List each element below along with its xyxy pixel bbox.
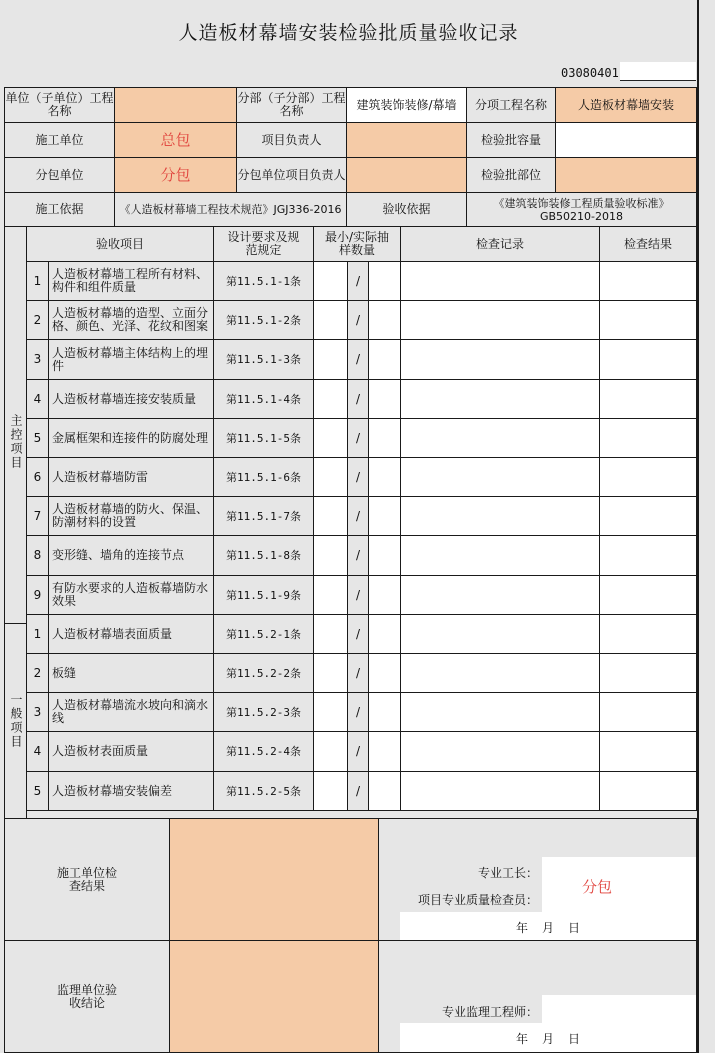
basis-value: 《人造板材幕墙工程技术规范》JGJ336-2016 [114, 192, 347, 227]
item-text: 人造板材幕墙主体结构上的埋件 [48, 339, 214, 380]
item-result[interactable] [599, 731, 697, 772]
item-actual-sample[interactable] [368, 653, 401, 693]
contractor-check-label [4, 818, 170, 941]
item-sample: / [347, 418, 369, 458]
item-result[interactable] [599, 418, 697, 458]
contractor-date: 年 月 日 [516, 921, 582, 935]
sub-manager-value[interactable] [346, 157, 467, 193]
item-number: 5 [26, 771, 49, 811]
item-text: 人造板材幕墙连接安装质量 [48, 379, 214, 419]
item-min-sample[interactable] [313, 535, 348, 576]
qc-label: 项目专业质量检查员： [417, 893, 538, 907]
item-result[interactable] [599, 300, 697, 340]
form-title: 人造板材幕墙安装检验批质量验收记录 [178, 22, 519, 44]
item-min-sample[interactable] [313, 457, 348, 497]
item-result[interactable] [599, 496, 697, 536]
item-actual-sample[interactable] [368, 535, 401, 576]
sub-manager-label: 分包单位项目负责人 [236, 157, 347, 193]
item-sample: / [347, 692, 369, 732]
item-sample: / [347, 653, 369, 693]
item-min-sample[interactable] [313, 653, 348, 693]
item-text: 板缝 [48, 653, 214, 693]
item-actual-sample[interactable] [368, 457, 401, 497]
main-items-category [4, 261, 27, 624]
item-sample: / [347, 496, 369, 536]
item-record[interactable] [400, 771, 600, 811]
general-items-category [4, 623, 27, 819]
item-requirement: 第11.5.1-3条 [213, 339, 314, 380]
item-min-sample[interactable] [313, 379, 348, 419]
item-requirement: 第11.5.1-2条 [213, 300, 314, 340]
item-actual-sample[interactable] [368, 731, 401, 772]
item-result[interactable] [599, 575, 697, 615]
item-text: 人造板材幕墙的防火、保温、防潮材料的设置 [48, 496, 214, 536]
item-number: 1 [26, 614, 49, 654]
item-sample: / [347, 575, 369, 615]
contractor-check-label-text: 施工单位检查结果 [57, 865, 118, 893]
item-min-sample[interactable] [313, 339, 348, 380]
item-result[interactable] [599, 457, 697, 497]
general-items-label: 一般项目 [9, 693, 23, 749]
supervisor-label [4, 940, 170, 1053]
item-sample: / [347, 771, 369, 811]
item-min-sample[interactable] [313, 418, 348, 458]
item-min-sample[interactable] [313, 771, 348, 811]
item-actual-sample[interactable] [368, 692, 401, 732]
item-actual-sample[interactable] [368, 771, 401, 811]
capacity-label: 检验批容量 [466, 122, 556, 158]
acceptance-basis-label: 验收依据 [346, 192, 467, 227]
item-requirement: 第11.5.1-8条 [213, 535, 314, 576]
contractor-check-area[interactable] [169, 818, 379, 941]
subcontractor-value[interactable]: 分包 [114, 157, 237, 193]
item-record[interactable] [400, 653, 600, 693]
column-result: 检查结果 [599, 226, 697, 262]
right-edge-line [697, 0, 699, 1053]
item-actual-sample[interactable] [368, 575, 401, 615]
item-requirement: 第11.5.1-1条 [213, 261, 314, 301]
item-actual-sample[interactable] [368, 614, 401, 654]
division-value[interactable]: 建筑装饰装修/幕墙 [346, 87, 467, 123]
item-number: 3 [26, 692, 49, 732]
item-text: 人造板材幕墙工程所有材料、构件和组件质量 [48, 261, 214, 301]
item-text: 人造板材幕墙的造型、立面分格、颜色、光泽、花纹和图案 [48, 300, 214, 340]
item-requirement: 第11.5.2-2条 [213, 653, 314, 693]
basis-label: 施工依据 [4, 192, 115, 227]
item-text: 有防水要求的人造板幕墙防水效果 [48, 575, 214, 615]
foreman-value: 分包 [582, 878, 613, 896]
code-input-box[interactable] [620, 62, 696, 81]
item-text: 人造板材幕墙防雷 [48, 457, 214, 497]
item-actual-sample[interactable] [368, 379, 401, 419]
item-min-sample[interactable] [313, 614, 348, 654]
item-number: 5 [26, 418, 49, 458]
item-sample: / [347, 379, 369, 419]
item-min-sample[interactable] [313, 261, 348, 301]
item-text: 人造板材幕墙安装偏差 [48, 771, 214, 811]
item-requirement: 第11.5.1-4条 [213, 379, 314, 419]
item-actual-sample[interactable] [368, 300, 401, 340]
item-actual-sample[interactable] [368, 418, 401, 458]
location-value[interactable] [555, 157, 697, 193]
acceptance-basis-value: 《建筑装饰装修工程质量验收标准》GB50210-2018 [466, 192, 697, 227]
location-label: 检验批部位 [466, 157, 556, 193]
form-code: 03080401 [561, 66, 619, 80]
item-record[interactable] [400, 535, 600, 576]
item-requirement: 第11.5.2-3条 [213, 692, 314, 732]
item-requirement: 第11.5.1-9条 [213, 575, 314, 615]
subitem-value[interactable]: 人造板材幕墙安装 [555, 87, 697, 123]
supervisor-label-text: 监理单位验收结论 [57, 982, 118, 1010]
engineer-label: 专业监理工程师： [441, 1005, 538, 1019]
item-record[interactable] [400, 692, 600, 732]
item-result[interactable] [599, 653, 697, 693]
item-record[interactable] [400, 339, 600, 380]
item-record[interactable] [400, 496, 600, 536]
item-record[interactable] [400, 261, 600, 301]
item-actual-sample[interactable] [368, 339, 401, 380]
column-requirement: 设计要求及规范规定 [213, 226, 314, 262]
column-record: 检查记录 [400, 226, 600, 262]
column-item: 验收项目 [26, 226, 214, 262]
item-result[interactable] [599, 614, 697, 654]
main-items-label: 主控项目 [9, 414, 23, 470]
division-label: 分部（子分部）工程名称 [236, 87, 347, 123]
column-sample: 最小/实际抽样数量 [313, 226, 401, 262]
item-min-sample[interactable] [313, 731, 348, 772]
project-manager-value[interactable] [346, 122, 467, 158]
item-number: 4 [26, 731, 49, 772]
item-number: 2 [26, 653, 49, 693]
contractor-value[interactable]: 总包 [114, 122, 237, 158]
item-text: 变形缝、墙角的连接节点 [48, 535, 214, 576]
item-sample: / [347, 535, 369, 576]
supervisor-conclusion-area[interactable] [169, 940, 379, 1053]
item-sample: / [347, 261, 369, 301]
item-requirement: 第11.5.2-1条 [213, 614, 314, 654]
item-actual-sample[interactable] [368, 496, 401, 536]
item-result[interactable] [599, 771, 697, 811]
item-requirement: 第11.5.2-5条 [213, 771, 314, 811]
item-requirement: 第11.5.1-5条 [213, 418, 314, 458]
item-sample: / [347, 614, 369, 654]
supervisor-date: 年 月 日 [516, 1032, 582, 1046]
item-sample: / [347, 339, 369, 380]
item-text: 人造板材表面质量 [48, 731, 214, 772]
item-result[interactable] [599, 535, 697, 576]
item-record[interactable] [400, 614, 600, 654]
item-number: 8 [26, 535, 49, 576]
item-requirement: 第11.5.1-6条 [213, 457, 314, 497]
item-record[interactable] [400, 379, 600, 419]
item-record[interactable] [400, 575, 600, 615]
item-number: 6 [26, 457, 49, 497]
item-sample: / [347, 300, 369, 340]
foreman-label: 专业工长： [477, 866, 538, 880]
item-result[interactable] [599, 692, 697, 732]
item-requirement: 第11.5.1-7条 [213, 496, 314, 536]
item-text: 人造板材幕墙表面质量 [48, 614, 214, 654]
subitem-label: 分项工程名称 [466, 87, 556, 123]
item-sample: / [347, 731, 369, 772]
item-number: 2 [26, 300, 49, 340]
item-number: 9 [26, 575, 49, 615]
contractor-label: 施工单位 [4, 122, 115, 158]
item-text: 金属框架和连接件的防腐处理 [48, 418, 214, 458]
capacity-value[interactable] [555, 122, 697, 158]
unit-project-value[interactable] [114, 87, 237, 123]
item-number: 7 [26, 496, 49, 536]
subcontractor-label: 分包单位 [4, 157, 115, 193]
item-result[interactable] [599, 379, 697, 419]
item-record[interactable] [400, 418, 600, 458]
item-number: 4 [26, 379, 49, 419]
item-number: 1 [26, 261, 49, 301]
item-min-sample[interactable] [313, 692, 348, 732]
item-result[interactable] [599, 339, 697, 380]
item-number: 3 [26, 339, 49, 380]
item-min-sample[interactable] [313, 575, 348, 615]
item-requirement: 第11.5.2-4条 [213, 731, 314, 772]
item-sample: / [347, 457, 369, 497]
project-manager-label: 项目负责人 [236, 122, 347, 158]
engineer-sign-box[interactable] [542, 995, 696, 1023]
item-min-sample[interactable] [313, 496, 348, 536]
item-record[interactable] [400, 457, 600, 497]
category-header-blank [4, 226, 27, 262]
unit-project-label: 单位（子单位）工程名称 [4, 87, 115, 123]
item-record[interactable] [400, 731, 600, 772]
item-min-sample[interactable] [313, 300, 348, 340]
item-result[interactable] [599, 261, 697, 301]
item-actual-sample[interactable] [368, 261, 401, 301]
item-record[interactable] [400, 300, 600, 340]
item-text: 人造板材幕墙流水坡向和滴水线 [48, 692, 214, 732]
foreman-sign-box[interactable] [542, 857, 696, 912]
